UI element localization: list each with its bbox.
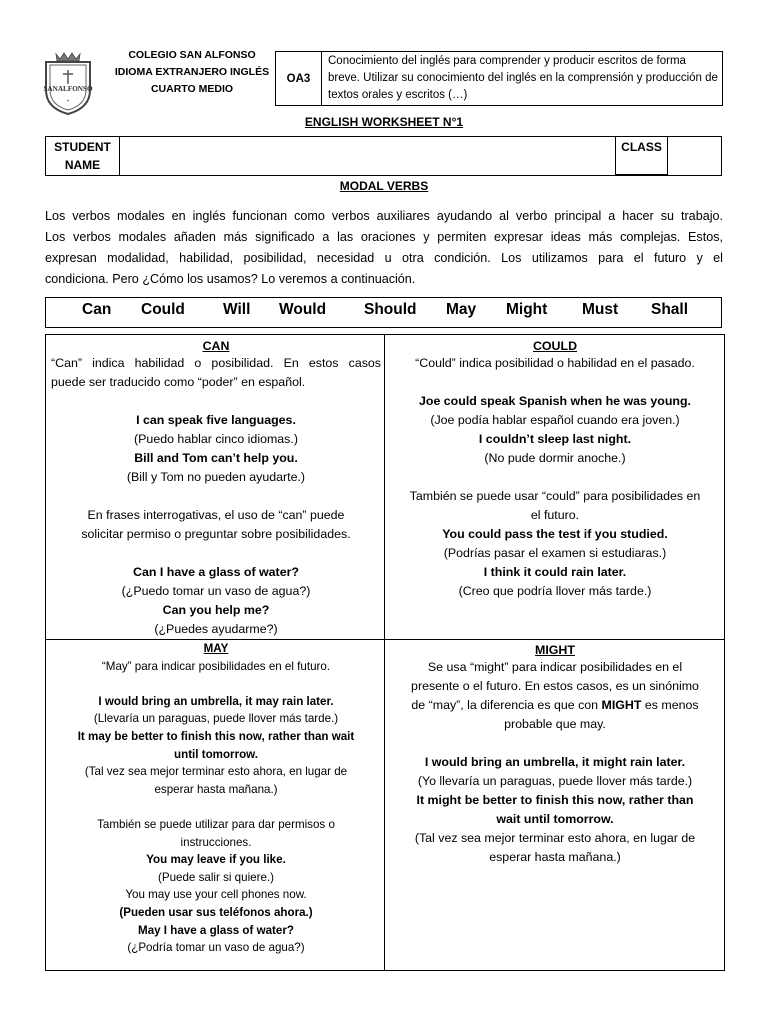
- verb-must: Must: [582, 301, 619, 318]
- can-section: [51, 338, 381, 639]
- may-description: “May” para indicar posibilidades en el futuro.: [101, 659, 331, 673]
- class-label: CLASS: [616, 137, 668, 175]
- might-description: Se usa “might” para indicar posibilidades en el: [427, 660, 683, 674]
- could-translation: (Creo que podría llover más tarde.): [458, 584, 652, 598]
- may-translation: esperar hasta mañana.): [154, 782, 278, 796]
- can-translation: (¿Puedo tomar un vaso de agua?): [121, 584, 311, 598]
- may-translation: (Puede salir si quiere.): [158, 870, 274, 884]
- may-example: You may leave if you like.: [146, 853, 286, 867]
- might-example: I would bring an umbrella, it might rain later.: [424, 755, 686, 769]
- might-section: [388, 642, 722, 867]
- could-translation: (No pude dormir anoche.): [484, 451, 626, 465]
- verb-will: Will: [223, 301, 251, 318]
- might-emphasis: MIGHT: [601, 698, 642, 712]
- can-example: Can you help me?: [162, 603, 270, 617]
- intro-paragraph: Los verbos modales en inglés funcionan como verbos auxiliares ayudando al verbo principal a hacer su trabajo. Los verbos modales añaden más significado a las oraciones y permiten expresar ideas más complejas. Estos, expresan modalidad, habilidad, posibilidad, necesidad u otra condición. Los utilizamos para el futuro y el condiciona. Pero ¿Cómo los usamos? Lo veremos a continuación.: [45, 209, 723, 286]
- verb-would: Would: [279, 301, 327, 318]
- can-translation: (¿Puedes ayudarme?): [154, 622, 278, 636]
- learning-objective-table: [275, 51, 723, 106]
- section-title: MODAL VERBS: [339, 179, 429, 193]
- could-description: También se puede usar “could” para posibilidades en: [409, 489, 701, 503]
- worksheet-title: ENGLISH WORKSHEET N°1: [304, 115, 464, 129]
- may-translation: (Pueden usar sus teléfonos ahora.): [119, 905, 313, 919]
- may-translation: (Tal vez sea mejor terminar esto ahora, en lugar de: [84, 765, 348, 779]
- may-translation: (Llevaría un paraguas, puede llover más tarde.): [93, 712, 339, 726]
- might-translation: esperar hasta mañana.): [489, 850, 621, 864]
- might-example: It might be better to finish this now, rather than: [416, 793, 694, 807]
- might-heading: MIGHT: [535, 643, 575, 657]
- might-translation: (Tal vez sea mejor terminar esto ahora, en lugar de: [414, 831, 696, 845]
- might-translation: (Yo llevaría un paraguas, puede llover más tarde.): [417, 774, 693, 788]
- svg-text:✦: ✦: [66, 98, 70, 103]
- might-description: probable que may.: [504, 717, 606, 731]
- could-example: I couldn’t sleep last night.: [478, 432, 632, 446]
- verb-might: Might: [506, 301, 548, 318]
- objective-text: Conocimiento del inglés para comprender y producir escritos de forma breve. Utilizar su conocimiento del inglés en la comprensión y producción de textos orales y escritos (…): [328, 55, 718, 101]
- could-description: el futuro.: [530, 508, 580, 522]
- can-translation: (Puedo hablar cinco idiomas.): [134, 432, 298, 446]
- modal-verbs-list: [45, 297, 722, 328]
- could-section: [388, 338, 722, 601]
- might-description: de “may”, la diferencia es que con MIGHT es menos: [411, 698, 699, 712]
- can-heading: CAN: [202, 339, 230, 353]
- can-example: I can speak five languages.: [136, 413, 296, 427]
- school-name: COLEGIO SAN ALFONSO: [128, 49, 256, 61]
- may-translation: (¿Podría tomar un vaso de agua?): [127, 941, 305, 955]
- may-example: I would bring an umbrella, it may rain later.: [98, 694, 334, 708]
- could-example: I think it could rain later.: [483, 565, 627, 579]
- can-description: solicitar permiso o preguntar sobre posibilidades.: [81, 527, 351, 541]
- can-description: puede ser traducido como “poder” en español.: [51, 375, 306, 389]
- can-translation: (Bill y Tom no pueden ayudarte.): [126, 470, 306, 484]
- can-description: En frases interrogativas, el uso de “can” puede: [87, 508, 345, 522]
- might-description: presente o el futuro. En estos casos, es un sinónimo: [411, 679, 699, 693]
- verb-shall: Shall: [651, 301, 689, 318]
- svg-text:SANALFONSO: SANALFONSO: [43, 85, 93, 93]
- could-description: “Could” indica posibilidad o habilidad en el pasado.: [415, 356, 695, 370]
- may-example: It may be better to finish this now, rather than wait: [77, 729, 355, 743]
- student-name-field[interactable]: [120, 137, 616, 175]
- might-example: wait until tomorrow.: [496, 812, 614, 826]
- may-description: instrucciones.: [180, 835, 252, 849]
- student-info-table: [45, 136, 722, 176]
- could-example: You could pass the test if you studied.: [442, 527, 668, 541]
- may-description: También se puede utilizar para dar permisos o: [97, 817, 335, 831]
- verb-can: Can: [82, 301, 112, 318]
- subject-name: IDIOMA EXTRANJERO INGLÉS: [114, 66, 270, 78]
- could-example: Joe could speak Spanish when he was young.: [419, 394, 691, 408]
- could-heading: COULD: [532, 339, 578, 353]
- verb-may: May: [446, 301, 477, 318]
- may-heading: MAY: [203, 642, 229, 655]
- school-crest-logo: [40, 50, 96, 116]
- grade-level: CUARTO MEDIO: [150, 83, 234, 95]
- may-section: [50, 640, 382, 957]
- class-field[interactable]: [668, 137, 723, 175]
- can-example: Can I have a glass of water?: [133, 565, 299, 579]
- could-translation: (Podrías pasar el examen si estudiaras.): [443, 546, 667, 560]
- grid-divider-vertical: [384, 335, 385, 970]
- may-example: May I have a glass of water?: [138, 923, 294, 937]
- could-translation: (Joe podía hablar español cuando era joven.): [430, 413, 680, 427]
- student-name-label: STUDENT NAME: [46, 137, 120, 175]
- verb-should: Should: [364, 301, 417, 318]
- modal-verbs-grid: [45, 334, 725, 971]
- can-example: Bill and Tom can’t help you.: [134, 451, 298, 465]
- can-description: “Can” indica habilidad o posibilidad. En estos casos: [51, 356, 381, 370]
- verb-could: Could: [141, 301, 185, 318]
- may-example: You may use your cell phones now.: [125, 888, 307, 902]
- objective-code: OA3: [276, 52, 322, 105]
- may-example: until tomorrow.: [174, 747, 258, 761]
